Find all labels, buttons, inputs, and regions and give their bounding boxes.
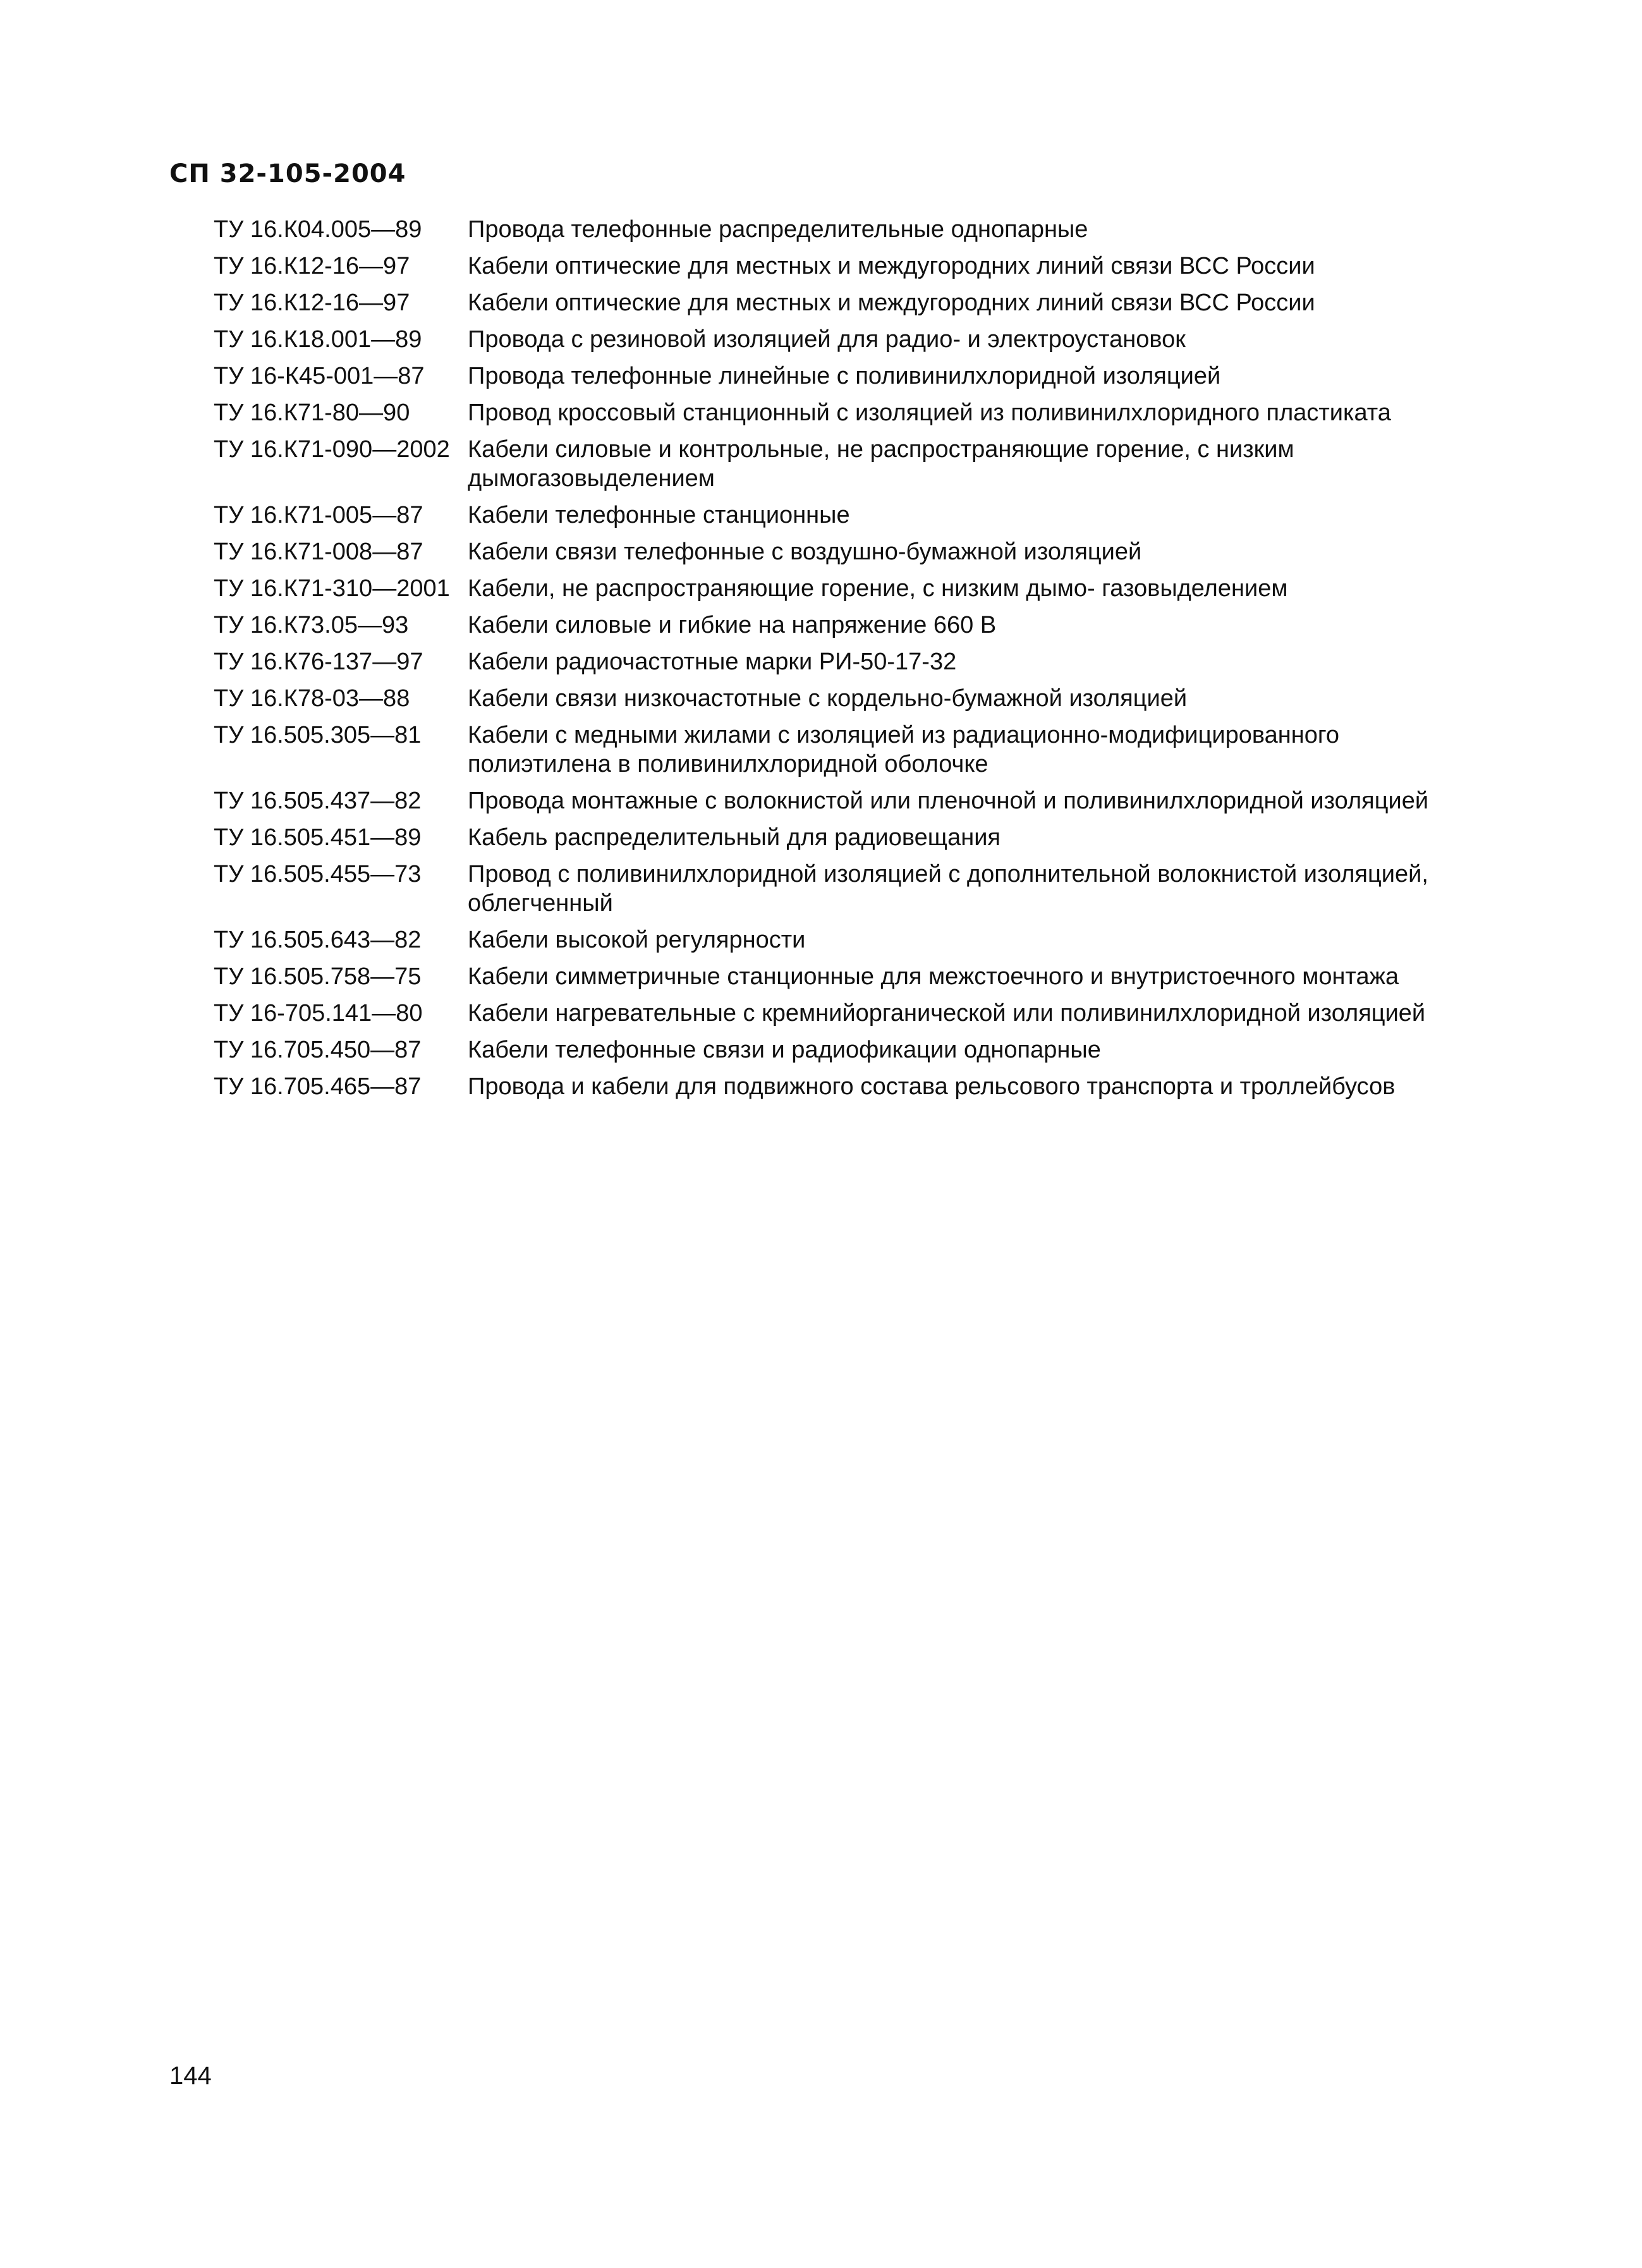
- reference-code: ТУ 16.К04.005—89: [214, 216, 422, 243]
- page-number: 144: [169, 2062, 212, 2090]
- document-code-header: СП 32-105-2004: [169, 159, 406, 188]
- reference-title: Кабели телефонные станционные: [468, 502, 850, 528]
- reference-code: ТУ 16.К18.001—89: [214, 326, 422, 353]
- reference-code: ТУ 16.505.305—81: [214, 722, 422, 748]
- reference-row: [214, 398, 1446, 427]
- reference-row: [214, 999, 1446, 1028]
- reference-title: Провода телефонные распределительные однопарные: [468, 216, 1088, 243]
- reference-row: [214, 325, 1446, 354]
- reference-title: Провод с поливинилхлоридной изоляцией с дополнительной волокнистой изоляцией, облегченный: [468, 861, 1428, 917]
- reference-code: ТУ 16-705.141—80: [214, 1000, 423, 1027]
- reference-code: ТУ 16.К71-80—90: [214, 399, 410, 426]
- reference-code: ТУ 16.К78-03—88: [214, 685, 410, 712]
- reference-title: Кабели высокой регулярности: [468, 927, 806, 953]
- reference-title: Кабели оптические для местных и междугородних линий связи ВСС России: [468, 253, 1315, 279]
- reference-row: [214, 537, 1446, 566]
- reference-title: Кабели связи телефонные с воздушно-бумажной изоляцией: [468, 539, 1142, 565]
- reference-row: [214, 501, 1446, 530]
- reference-row: [214, 215, 1446, 244]
- reference-row: [214, 925, 1446, 954]
- reference-row: [214, 288, 1446, 317]
- reference-row: [214, 786, 1446, 815]
- reference-title: Провода с резиновой изоляцией для радио- и электроустановок: [468, 326, 1186, 353]
- reference-code: ТУ 16.505.437—82: [214, 788, 422, 814]
- reference-title: Кабели симметричные станционные для межстоечного и внутристоечного монтажа: [468, 963, 1399, 990]
- reference-code: ТУ 16.К71-008—87: [214, 539, 423, 565]
- reference-title: Провод кроссовый станционный с изоляцией из поливинилхлоридного пластиката: [468, 399, 1391, 426]
- reference-title: Кабели нагревательные с кремнийорганической или поливинилхлоридной изоляцией: [468, 1000, 1426, 1027]
- reference-title: Кабели оптические для местных и междугородних линий связи ВСС России: [468, 290, 1315, 316]
- reference-title: Кабели радиочастотные марки РИ-50-17-32: [468, 649, 957, 675]
- reference-row: [214, 611, 1446, 640]
- reference-code: ТУ 16.505.758—75: [214, 963, 422, 990]
- reference-title: Кабели силовые и гибкие на напряжение 660 В: [468, 612, 997, 638]
- reference-row: [214, 435, 1446, 493]
- standards-reference-list: [214, 215, 1446, 1109]
- reference-code: ТУ 16.505.643—82: [214, 927, 422, 953]
- reference-title: Провода монтажные с волокнистой или пленочной и поливинилхлоридной изоляцией: [468, 788, 1429, 814]
- reference-code: ТУ 16.К12-16—97: [214, 290, 410, 316]
- reference-title: Провода телефонные линейные с поливинилхлоридной изоляцией: [468, 363, 1221, 389]
- reference-title: Кабели с медными жилами с изоляцией из радиационно-модифицированного полиэтилена в поливинилхлоридной оболочке: [468, 722, 1340, 777]
- reference-code: ТУ 16.705.450—87: [214, 1037, 422, 1063]
- reference-code: ТУ 16.К71-090—2002: [214, 436, 450, 463]
- reference-title: Провода и кабели для подвижного состава рельсового транспорта и троллейбусов: [468, 1073, 1396, 1100]
- reference-title: Кабели связи низкочастотные с кордельно-бумажной изоляцией: [468, 685, 1188, 712]
- reference-row: [214, 1072, 1446, 1101]
- reference-code: ТУ 16.К73.05—93: [214, 612, 409, 638]
- reference-row: [214, 721, 1446, 779]
- reference-title: Кабель распределительный для радиовещания: [468, 824, 1000, 851]
- reference-row: [214, 252, 1446, 281]
- reference-code: ТУ 16.705.465—87: [214, 1073, 422, 1100]
- reference-code: ТУ 16.К71-005—87: [214, 502, 423, 528]
- reference-title: Кабели телефонные связи и радиофикации однопарные: [468, 1037, 1101, 1063]
- reference-row: [214, 962, 1446, 991]
- reference-row: [214, 574, 1446, 603]
- reference-code: ТУ 16.К76-137—97: [214, 649, 423, 675]
- reference-row: [214, 1035, 1446, 1064]
- reference-row: [214, 860, 1446, 918]
- reference-code: ТУ 16-К45-001—87: [214, 363, 425, 389]
- reference-code: ТУ 16.505.455—73: [214, 861, 422, 887]
- reference-title: Кабели, не распространяющие горение, с низким дымо- газовыделением: [468, 575, 1288, 602]
- reference-title: Кабели силовые и контрольные, не распространяющие горение, с низким дымогазовыделением: [468, 436, 1294, 492]
- reference-code: ТУ 16.505.451—89: [214, 824, 422, 851]
- reference-row: [214, 823, 1446, 852]
- reference-row: [214, 647, 1446, 676]
- reference-code: ТУ 16.К71-310—2001: [214, 575, 450, 602]
- reference-row: [214, 684, 1446, 713]
- reference-row: [214, 362, 1446, 391]
- reference-code: ТУ 16.К12-16—97: [214, 253, 410, 279]
